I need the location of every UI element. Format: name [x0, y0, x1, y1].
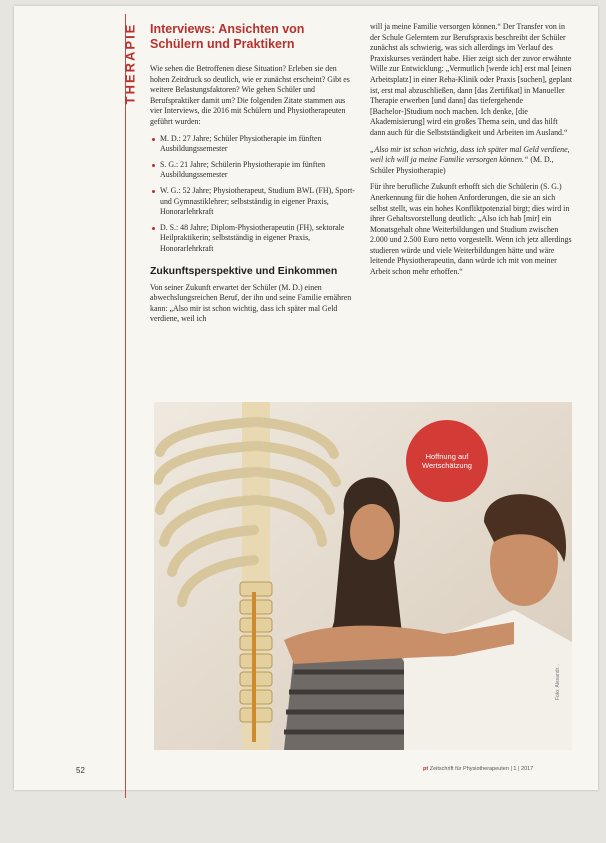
- interviewee-list: [150, 134, 356, 255]
- column-rule: [125, 14, 126, 798]
- pull-quote-text: „Also mir ist schon wichtig, dass ich später mal Geld verdiene, weil ich will ja meine Familie versorgen können.“: [370, 144, 570, 165]
- list-item: S. G.: 21 Jahre; Schülerin Physiotherapie im fünften Ausbildungssemester: [160, 160, 356, 181]
- list-item: D. S.: 48 Jahre; Diplom-Physiotherapeutin (FH), sektorale Heilpraktikerin; selbstständig in eigener Praxis, Honorarlehrkraft: [160, 223, 356, 255]
- pull-quote-source: (M. D., Schüler Physiotherapie): [370, 155, 554, 175]
- list-item: M. D.: 27 Jahre; Schüler Physiotherapie im fünften Ausbildungssemester: [160, 134, 356, 155]
- section-subheading: Zukunftsperspektive und Einkommen: [150, 264, 338, 277]
- paragraph: Für ihre berufliche Zukunft erhofft sich die Schülerin (S. G.) Anerkennung für die hohen Anforderungen, die sie an sich selbst stellt, was ein hohes Konfliktpotenzial birgt; dies wird in ihrer Gehaltsvorstellung deutlich: „Also ich hab [mir] ein Monatsgehalt ohne Weiterbildungen und Studium zwischen 2.000 und 2.500 Euro netto vorgestellt. Wenn ich jetz allerdings studieren würde und viele Weiterbildungen hätte und wäre leitende Physiotherapeutin, dann würde ich mit von meiner Arbeit schon mehr erhoffen.“: [370, 182, 572, 277]
- journal-footer: [423, 766, 533, 772]
- list-item: W. G.: 52 Jahre; Physiotherapeut, Studium BWL (FH), Sport- und Gymnastiklehrer; selbstständig in eigener Praxis, Honorarlehrkraft: [160, 185, 355, 217]
- photo-credit: Foto: Alexandr...: [555, 663, 561, 700]
- article-photo: [154, 402, 572, 750]
- intro-paragraph: Wie sehen die Betroffenen diese Situation? Erleben sie den hohen Zeitdruck so deutlich, wie er zunächst erscheint? Gibt es weitere Belastungsfaktoren? Wie gehen Schüler und Berufspraktiker damit um? Die folgenden Zitate stammen aus vier Interviews, die 2016 mit Schülern und Physiotherapeuten geführt wurden:: [150, 64, 350, 126]
- page-number: 52: [76, 766, 85, 775]
- left-column: [150, 22, 356, 331]
- badge-text: Hoffnung auf Wertschätzung: [422, 452, 472, 470]
- photo-illustration: [154, 402, 572, 750]
- journal-logo-text: pt: [423, 766, 429, 772]
- article-title: Interviews: Ansichten von Schülern und Praktikern: [150, 22, 305, 51]
- section-label-text: THERAPIE: [122, 22, 138, 105]
- paragraph: will ja meine Familie versorgen können.“ Der Transfer von in der Schule Gelerntem zur Berufspraxis beschreibt der Schüler zunächst als schwierig, was sich allerdings im Verlauf des Praxiskurses verändert habe. Hier zeigt sich der zuvor erwähnte Wille zur Entwicklung: „Vermutlich [werde ich] erst mal [einen Arbeitsplatz] in einer Reha-Klinik oder Praxis [suchen], geplant ist, erst mal abzuschließen, dann [das Zertifikat] in Manueller Therapie erwerben [und dann] das tiefergehende [Bachelor-]Studium noch machen. Ich denke, [die Akademisierung] wird ein großes Thema sein, und das hilft dann auch für die Selbstständigkeit und Arbeiten im Ausland.“: [370, 22, 573, 137]
- right-column: [370, 22, 574, 284]
- journal-name: Zeitschrift für Physiotherapeuten | 1 | 2017: [429, 766, 534, 772]
- highlight-badge: [406, 420, 488, 502]
- pull-quote: [370, 145, 574, 177]
- section-label: [118, 18, 140, 118]
- paragraph: Von seiner Zukunft erwartet der Schüler (M. D.) einen abwechslungsreichen Beruf, der ihn und seine Familie ernähren kann: „Also mir ist schon wichtig, dass ich später mal Geld verdiene, weil ich: [150, 282, 352, 324]
